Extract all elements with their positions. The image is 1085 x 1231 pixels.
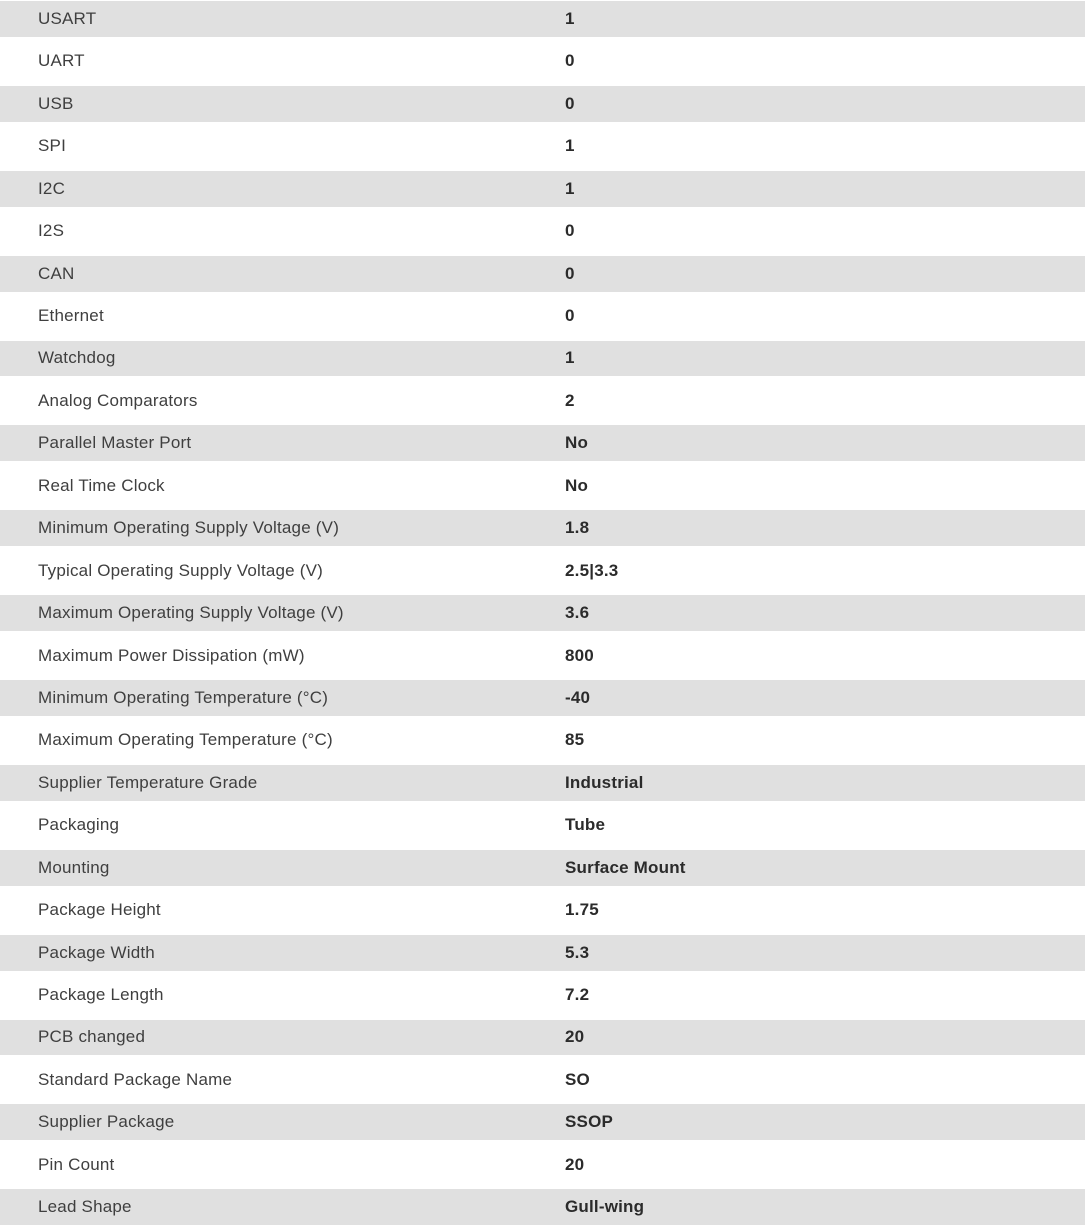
table-row xyxy=(0,127,1085,169)
table-row xyxy=(0,212,1085,254)
spec-label: Minimum Operating Supply Voltage (V) xyxy=(38,518,340,538)
spec-label: Package Length xyxy=(38,985,164,1005)
table-row xyxy=(0,1061,1085,1103)
spec-label: Watchdog xyxy=(38,348,116,368)
spec-value: SO xyxy=(565,1069,590,1089)
row-band xyxy=(0,935,1085,971)
table-row xyxy=(0,594,1085,636)
row-band xyxy=(0,1020,1085,1056)
table-row xyxy=(0,1188,1085,1230)
spec-label: Analog Comparators xyxy=(38,390,198,410)
row-band xyxy=(0,128,1085,164)
row-band xyxy=(0,1062,1085,1098)
row-band xyxy=(0,680,1085,716)
spec-label: Supplier Temperature Grade xyxy=(38,772,258,792)
row-band xyxy=(0,341,1085,377)
spec-value: Gull-wing xyxy=(565,1197,645,1217)
spec-label: Ethernet xyxy=(38,306,104,326)
spec-value: 2 xyxy=(565,390,575,410)
spec-label: Package Width xyxy=(38,942,155,962)
spec-label: SPI xyxy=(38,136,67,156)
row-band xyxy=(0,510,1085,546)
spec-label: USART xyxy=(38,8,97,28)
row-band xyxy=(0,850,1085,886)
table-row xyxy=(0,552,1085,594)
spec-label: Package Height xyxy=(38,900,161,920)
table-row xyxy=(0,509,1085,551)
spec-value: 1.8 xyxy=(565,518,590,538)
spec-label: Supplier Package xyxy=(38,1112,175,1132)
row-band xyxy=(0,1,1085,37)
table-row xyxy=(0,1146,1085,1188)
table-row xyxy=(0,764,1085,806)
table-row xyxy=(0,679,1085,721)
spec-value: Industrial xyxy=(565,772,644,792)
row-band xyxy=(0,765,1085,801)
table-row xyxy=(0,849,1085,891)
row-band xyxy=(0,1189,1085,1225)
spec-value: 85 xyxy=(565,730,585,750)
spec-value: 20 xyxy=(565,1154,585,1174)
table-row xyxy=(0,0,1085,42)
spec-label: CAN xyxy=(38,263,75,283)
table-row xyxy=(0,891,1085,933)
table-row xyxy=(0,297,1085,339)
row-band xyxy=(0,1104,1085,1140)
table-row xyxy=(0,170,1085,212)
spec-value: 1 xyxy=(565,348,575,368)
table-row xyxy=(0,934,1085,976)
spec-label: Standard Package Name xyxy=(38,1069,233,1089)
spec-value: 2.5|3.3 xyxy=(565,560,619,580)
row-band xyxy=(0,86,1085,122)
table-row xyxy=(0,467,1085,509)
row-band xyxy=(0,638,1085,674)
spec-value: 1.75 xyxy=(565,900,599,920)
spec-label: Packaging xyxy=(38,815,120,835)
row-band xyxy=(0,468,1085,504)
table-row xyxy=(0,255,1085,297)
spec-value: 0 xyxy=(565,221,575,241)
table-row xyxy=(0,806,1085,848)
spec-value: -40 xyxy=(565,687,591,707)
spec-value: 0 xyxy=(565,306,575,326)
spec-label: Maximum Operating Temperature (°C) xyxy=(38,730,333,750)
spec-value: 800 xyxy=(565,645,594,665)
spec-value: No xyxy=(565,433,589,453)
row-band xyxy=(0,171,1085,207)
spec-label: Parallel Master Port xyxy=(38,433,192,453)
row-band xyxy=(0,722,1085,758)
spec-label: USB xyxy=(38,93,74,113)
spec-value: 20 xyxy=(565,1027,585,1047)
spec-label: Real Time Clock xyxy=(38,475,165,495)
spec-value: 5.3 xyxy=(565,942,590,962)
row-band xyxy=(0,1147,1085,1183)
row-band xyxy=(0,595,1085,631)
table-row xyxy=(0,382,1085,424)
row-band xyxy=(0,977,1085,1013)
spec-label: Maximum Power Dissipation (mW) xyxy=(38,645,305,665)
spec-label: Lead Shape xyxy=(38,1197,132,1217)
spec-value: 7.2 xyxy=(565,985,590,1005)
spec-value: 0 xyxy=(565,51,575,71)
row-band xyxy=(0,553,1085,589)
spec-value: 1 xyxy=(565,136,575,156)
table-row xyxy=(0,976,1085,1018)
spec-label: I2S xyxy=(38,221,65,241)
row-band xyxy=(0,892,1085,928)
spec-value: 0 xyxy=(565,263,575,283)
spec-label: I2C xyxy=(38,178,66,198)
spec-label: Typical Operating Supply Voltage (V) xyxy=(38,560,324,580)
spec-label: PCB changed xyxy=(38,1027,146,1047)
spec-label: Mounting xyxy=(38,857,110,877)
row-band xyxy=(0,807,1085,843)
table-row xyxy=(0,340,1085,382)
spec-label: UART xyxy=(38,51,85,71)
spec-label: Maximum Operating Supply Voltage (V) xyxy=(38,603,344,623)
spec-value: 1 xyxy=(565,178,575,198)
table-row xyxy=(0,1103,1085,1145)
spec-value: 0 xyxy=(565,93,575,113)
row-band xyxy=(0,256,1085,292)
table-row xyxy=(0,42,1085,84)
spec-value: Surface Mount xyxy=(565,857,686,877)
spec-label: Minimum Operating Temperature (°C) xyxy=(38,687,329,707)
spec-value: No xyxy=(565,475,589,495)
row-band xyxy=(0,43,1085,79)
table-row xyxy=(0,721,1085,763)
table-row xyxy=(0,424,1085,466)
row-band xyxy=(0,298,1085,334)
spec-value: SSOP xyxy=(565,1112,614,1132)
row-band xyxy=(0,213,1085,249)
spec-value: 3.6 xyxy=(565,603,590,623)
row-band xyxy=(0,425,1085,461)
table-row xyxy=(0,637,1085,679)
spec-value: Tube xyxy=(565,815,606,835)
row-band xyxy=(0,383,1085,419)
spec-label: Pin Count xyxy=(38,1154,115,1174)
table-row xyxy=(0,85,1085,127)
spec-value: 1 xyxy=(565,8,575,28)
table-row xyxy=(0,1019,1085,1061)
